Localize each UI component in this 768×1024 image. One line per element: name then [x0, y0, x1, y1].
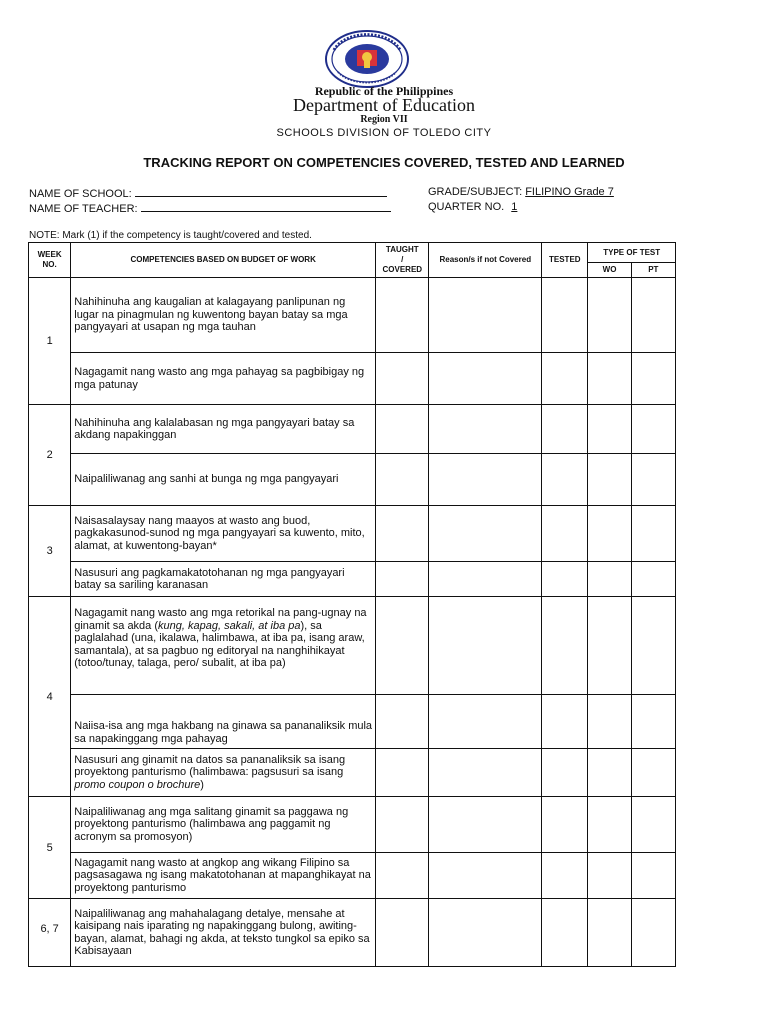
tested-cell[interactable] — [542, 749, 588, 797]
region-heading: Region VII — [360, 114, 408, 125]
wo-cell[interactable] — [588, 597, 631, 695]
taught-header-line3: COVERED — [382, 265, 423, 274]
competency-cell — [71, 749, 376, 797]
taught-cell[interactable] — [376, 405, 429, 454]
pt-cell[interactable] — [631, 405, 675, 454]
competency-italic-text: kung, kapag, sakali, at iba pa — [158, 619, 301, 632]
taught-cell[interactable] — [376, 749, 429, 797]
division-heading: SCHOOLS DIVISION OF TOLEDO CITY — [276, 127, 492, 139]
grade-value: FILIPINO Grade 7 — [525, 186, 614, 198]
tested-cell[interactable] — [542, 405, 588, 454]
taught-cell[interactable] — [376, 562, 429, 597]
school-blank-line — [135, 186, 387, 197]
table-row — [29, 562, 676, 597]
table-row — [29, 454, 676, 506]
wo-cell[interactable] — [588, 405, 631, 454]
reason-cell[interactable] — [429, 695, 542, 749]
week-number: 6, 7 — [29, 899, 71, 967]
tested-cell[interactable] — [542, 695, 588, 749]
teacher-blank-line — [141, 201, 391, 212]
competency-cell: Nagagamit nang wasto at angkop ang wikang Filipino sa pagsasagawa ng isang makatotohanan at mapanghikayat na proyektong panturismo — [71, 853, 376, 899]
pt-cell[interactable] — [631, 597, 675, 695]
pt-header: PT — [631, 263, 675, 278]
pt-cell[interactable] — [631, 695, 675, 749]
grade-field — [428, 186, 614, 198]
table-row — [29, 853, 676, 899]
competency-cell: Naipaliliwanag ang mahahalagang detalye, mensahe at kaisipang nais iparating ng napakinggang bulong, awiting-bayan, alamat, bahagi ng akda, at teksto tungkol sa epiko sa Kabisayaan — [71, 899, 376, 967]
wo-cell[interactable] — [588, 454, 631, 506]
taught-cell[interactable] — [376, 853, 429, 899]
taught-cell[interactable] — [376, 278, 429, 353]
table-row — [29, 899, 676, 967]
competency-cell: Naisasalaysay nang maayos at wasto ang buod, pagkakasunod-sunod ng mga pangyayari sa kuwento, mito, alamat, at kuwentong-bayan* — [71, 506, 376, 562]
tested-cell[interactable] — [542, 853, 588, 899]
tested-cell[interactable] — [542, 597, 588, 695]
competency-text-part: Nagagamit nang wasto ang mga retorikal na pang-ugnay na ginamit sa akda ( — [74, 607, 367, 632]
department-heading: Department of Education — [293, 95, 475, 115]
wo-cell[interactable] — [588, 899, 631, 967]
reason-cell[interactable] — [429, 405, 542, 454]
tested-cell[interactable] — [542, 278, 588, 353]
reason-cell[interactable] — [429, 353, 542, 405]
wo-cell[interactable] — [588, 749, 631, 797]
taught-cell[interactable] — [376, 899, 429, 967]
tested-cell[interactable] — [542, 562, 588, 597]
week-number: 4 — [29, 597, 71, 797]
taught-cell[interactable] — [376, 454, 429, 506]
week-number: 3 — [29, 506, 71, 597]
type-of-test-header: TYPE OF TEST — [588, 243, 676, 263]
week-header: WEEK NO. — [29, 243, 71, 278]
reason-cell[interactable] — [429, 597, 542, 695]
teacher-field — [29, 201, 391, 215]
week-number: 1 — [29, 278, 71, 405]
republic-heading: Republic of the Philippines — [314, 84, 454, 98]
pt-cell[interactable] — [631, 749, 675, 797]
competency-text-part: ), sa paglalahad (una, ikalawa, halimbawa, at iba pa, isang araw, samantala), at sa pagbuo ng editoryal na nanghihikayat (totoo/tunay, talaga, pero/ subalit, at iba pa) — [74, 619, 365, 669]
taught-cell[interactable] — [376, 506, 429, 562]
tested-cell[interactable] — [542, 454, 588, 506]
tested-cell[interactable] — [542, 899, 588, 967]
table-row — [29, 597, 676, 695]
deped-seal-logo — [324, 30, 410, 88]
tested-cell[interactable] — [542, 353, 588, 405]
wo-header: WO — [588, 263, 631, 278]
note-text: NOTE: Mark (1) if the competency is taught/covered and tested. — [29, 230, 312, 241]
competency-text-part: ) — [200, 778, 204, 791]
taught-cell[interactable] — [376, 797, 429, 853]
competency-cell: Nagagamit nang wasto ang mga pahayag sa pagbibigay ng mga patunay — [71, 353, 376, 405]
reason-cell[interactable] — [429, 853, 542, 899]
competency-italic-text: promo coupon o brochure — [74, 778, 201, 791]
reasons-header: Reason/s if not Covered — [429, 243, 542, 278]
competency-text-part: Nasusuri ang ginamit na datos sa pananaliksik sa isang proyektong panturismo (halimbawa: pagsusuri sa isang — [74, 753, 346, 779]
report-title: TRACKING REPORT ON COMPETENCIES COVERED, TESTED AND LEARNED — [143, 155, 625, 170]
competency-cell: Naiisa-isa ang mga hakbang na ginawa sa pananaliksik mula sa napakinggang mga pahayag — [71, 695, 376, 749]
competency-cell: Nahihinuha ang kalalabasan ng mga pangyayari batay sa akdang napakinggan — [71, 405, 376, 454]
taught-header-line2: / — [401, 255, 404, 264]
competencies-header: COMPETENCIES BASED ON BUDGET OF WORK — [71, 243, 376, 278]
pt-cell[interactable] — [631, 899, 675, 967]
wo-cell[interactable] — [588, 853, 631, 899]
taught-cell[interactable] — [376, 695, 429, 749]
grade-label: GRADE/SUBJECT: — [428, 186, 523, 198]
pt-cell[interactable] — [631, 853, 675, 899]
wo-cell[interactable] — [588, 695, 631, 749]
table-row — [29, 405, 676, 454]
wo-cell[interactable] — [588, 278, 631, 353]
tested-cell[interactable] — [542, 797, 588, 853]
table-row — [29, 278, 676, 353]
pt-cell[interactable] — [631, 506, 675, 562]
competency-cell — [71, 597, 376, 695]
reason-cell[interactable] — [429, 899, 542, 967]
reason-cell[interactable] — [429, 454, 542, 506]
tested-cell[interactable] — [542, 506, 588, 562]
table-row — [29, 353, 676, 405]
table-row — [29, 749, 676, 797]
reason-cell[interactable] — [429, 562, 542, 597]
quarter-label: QUARTER NO. — [428, 201, 505, 213]
reason-cell[interactable] — [429, 797, 542, 853]
pt-cell[interactable] — [631, 278, 675, 353]
reason-cell[interactable] — [429, 749, 542, 797]
taught-header-line1: TAUGHT — [385, 245, 419, 254]
quarter-field — [428, 201, 520, 213]
competency-cell: Naipaliliwanag ang mga salitang ginamit sa paggawa ng proyektong panturismo (halimbawa ang paggamit ng acronym sa promosyon) — [71, 797, 376, 853]
competency-cell: Nahihinuha ang kaugalian at kalagayang panlipunan ng lugar na pinagmulan ng kuwentong bayan batay sa mga pangyayari at usapan ng mga tauhan — [71, 278, 376, 353]
tested-header: TESTED — [542, 243, 588, 278]
school-label: NAME OF SCHOOL: — [29, 188, 132, 200]
taught-header — [376, 243, 429, 278]
table-row — [29, 797, 676, 853]
teacher-label: NAME OF TEACHER: — [29, 203, 138, 215]
school-field — [29, 186, 387, 200]
wo-cell[interactable] — [588, 562, 631, 597]
pt-cell[interactable] — [631, 797, 675, 853]
competency-cell: Naipaliliwanag ang sanhi at bunga ng mga pangyayari — [71, 454, 376, 506]
reason-cell[interactable] — [429, 506, 542, 562]
quarter-value: 1 — [511, 201, 518, 213]
week-number: 5 — [29, 797, 71, 899]
wo-cell[interactable] — [588, 797, 631, 853]
competency-cell: Nasusuri ang pagkamakatotohanan ng mga pangyayari batay sa sariling karanasan — [71, 562, 376, 597]
pt-cell[interactable] — [631, 562, 675, 597]
taught-cell[interactable] — [376, 597, 429, 695]
table-row — [29, 506, 676, 562]
taught-cell[interactable] — [376, 353, 429, 405]
tracking-table — [28, 242, 676, 967]
wo-cell[interactable] — [588, 506, 631, 562]
table-row — [29, 695, 676, 749]
reason-cell[interactable] — [429, 278, 542, 353]
pt-cell[interactable] — [631, 353, 675, 405]
pt-cell[interactable] — [631, 454, 675, 506]
wo-cell[interactable] — [588, 353, 631, 405]
week-number: 2 — [29, 405, 71, 506]
